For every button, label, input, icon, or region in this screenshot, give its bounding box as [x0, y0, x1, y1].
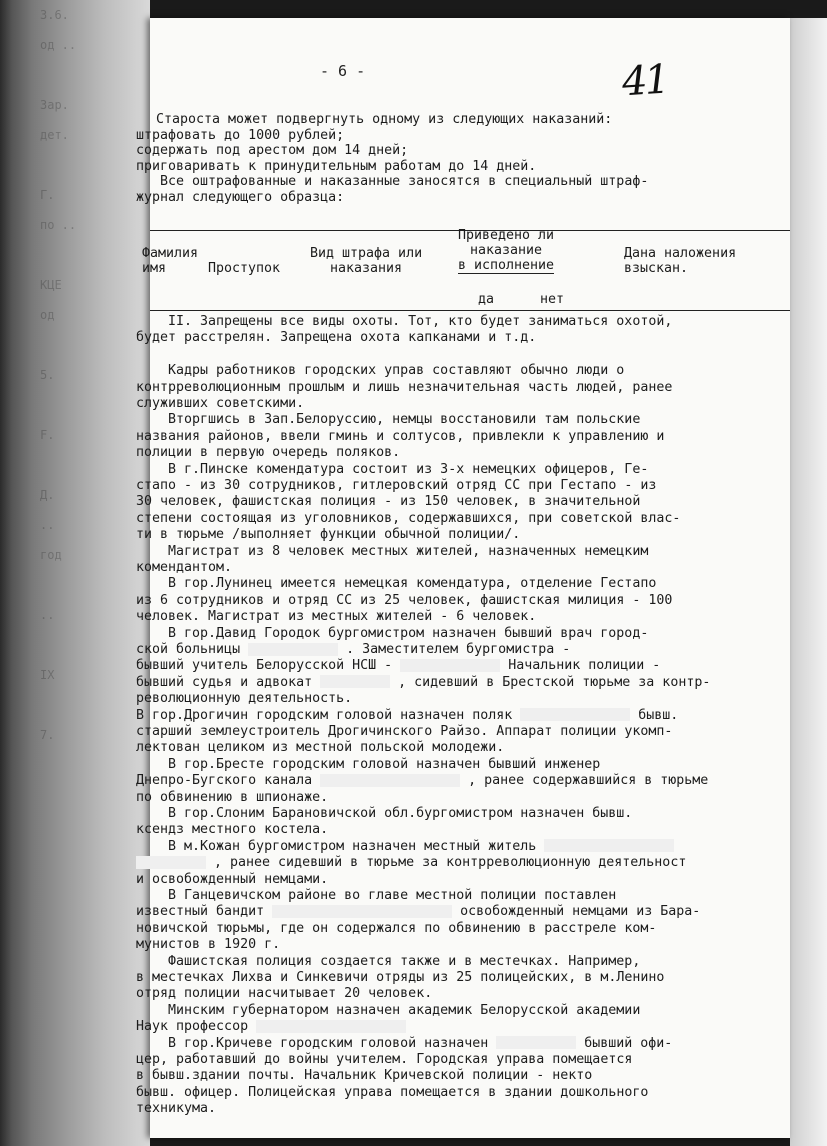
text-line: в местечках Лихва и Синкевичи отряды из 25 полицейских, в м.Ленино [136, 970, 665, 985]
text-line: В м.Кожан бургомистром назначен местный житель [168, 839, 674, 854]
page-right-edge [790, 18, 827, 1146]
document-page [136, 18, 790, 1138]
adjacent-page-bleed-text: 3.6. од .. Зар. дет. Г. по .. КЦЕ од 5. F. Д. .. год .. IX 7. [40, 8, 77, 742]
text-line: журнал следующего образца: [136, 189, 345, 205]
handwritten-page-number: 41 [620, 56, 669, 106]
col-executed-header: Приведено ли наказание в исполнение [458, 228, 555, 273]
col-executed-yes: да [478, 292, 495, 307]
redaction-box [256, 1020, 406, 1033]
text-line: стапо - из 30 сотрудников, гитлеровский отряд СС при Гестапо - из [136, 478, 657, 493]
text-line: Магистрат из 8 человек местных жителей, назначенных немецким [168, 543, 649, 559]
redaction-box [248, 643, 338, 656]
redaction-box [136, 856, 206, 869]
text-line: ксендз местного костела. [136, 822, 329, 838]
redaction-box [496, 1036, 576, 1049]
text-line: и освобожденный немцами. [136, 871, 329, 887]
redaction-box [272, 905, 452, 918]
text-line: человек. Магистрат из местных жителей - 6 человек. [136, 609, 537, 625]
text-line: революционную деятельность. [136, 691, 353, 707]
text-line: В гор.Лунинец имеется немецкая комендатура, отделение Гестапо [168, 576, 657, 592]
col-imposed-header: Дана наложения взыскан. [624, 246, 737, 276]
text-line: , ранее сидевший в тюрьме за контрреволюционную деятельност [136, 855, 686, 870]
text-line: В гор.Кричеве городским головой назначен бывший офи- [168, 1035, 673, 1051]
text-line: приговаривать к принудительным работам до 14 дней. [136, 158, 537, 174]
text-line: бывший судья и адвокат , сидевший в Брестской тюрьме за контр- [136, 674, 711, 690]
col-penalty-header: Вид штрафа или наказания [310, 246, 423, 276]
text-line: отряд полиции насчитывает 20 человек. [136, 986, 433, 1002]
col-executed-no: нет [540, 292, 565, 307]
redaction-box [320, 675, 390, 688]
text-line: Староста может подвергнуть одному из следующих наказаний: [156, 112, 613, 127]
text-line: Наук профессор [136, 1019, 406, 1034]
text-line: II. Запрещены все виды охоты. Тот, кто будет заниматься охотой, [168, 314, 673, 329]
text-line: техникума. [136, 1101, 217, 1117]
text-line: В гор.Давид Городок бургомистром назначен бывший врач город- [168, 625, 649, 641]
text-line: Все оштрафованные и наказанные заносятся в специальный штраф- [160, 174, 649, 189]
text-line: содержать под арестом дом 14 дней; [136, 143, 409, 158]
text-line: комендантом. [136, 560, 233, 575]
table-bottom-rule [150, 310, 790, 311]
text-line: служивших советскими. [136, 396, 305, 411]
text-line: полиции в первую очередь поляков. [136, 445, 401, 461]
col-name-header: Фамилия имя [142, 246, 199, 276]
redaction-box [544, 839, 674, 852]
text-line: будет расстрелян. Запрещена охота капканами и т.д. [136, 330, 537, 346]
text-line: В Ганцевичском районе во главе местной полиции поставлен [168, 888, 617, 903]
text-line: известный бандит освобожденный немцами из Бара- [136, 904, 701, 920]
text-line: штрафовать до 1000 рублей; [136, 127, 345, 143]
redaction-box [320, 774, 460, 787]
text-line: В гор.Слоним Барановичской обл.бургомистром назначен бывш. [168, 806, 633, 821]
text-line: В г.Пинске комендатура состоит из 3-х немецких офицеров, Ге- [168, 461, 649, 477]
text-line: лектован целиком из местной польской молодежи. [136, 740, 505, 756]
text-line: Вторгшись в Зап.Белоруссию, немцы восстановили там польские [168, 412, 641, 428]
text-line: Кадры работников городских управ составляют обычно люди о [168, 363, 625, 379]
text-line: 30 человек, фашистская полиция - из 150 человек, в значительной [136, 494, 641, 510]
text-line: контрреволюционным прошлым и лишь незначительная часть людей, ранее [136, 379, 673, 395]
redaction-box [520, 708, 630, 721]
text-line: ской больницы . Заместителем бургомистра - [136, 642, 571, 657]
text-line: Днепро-Бугского канала , ранее содержавшийся в тюрьме [136, 773, 709, 789]
text-line: ти в тюрьме /выполняет функции обычной полиции/. [136, 527, 521, 543]
text-line: Фашистская полиция создается также и в местечках. Например, [168, 953, 641, 969]
text-line: В гор.Дрогичин городским головой назначен поляк бывш. [136, 707, 679, 723]
col-offense-header: Проступок [208, 261, 281, 276]
text-line: старший землеустроитель Дрогичинского Райзо. Аппарат полиции укомп- [136, 724, 673, 739]
text-line: мунистов в 1920 г. [136, 937, 281, 953]
text-line: названия районов, ввели гминь и солтусов, привлекли к управлению и [136, 428, 665, 444]
text-line: бывший учитель Белорусской НСШ - Начальник полиции - [136, 658, 661, 674]
text-line: бывш. офицер. Полицейская управа помещается в здании дошкольного [136, 1084, 649, 1100]
text-line: В гор.Бресте городским головой назначен бывший инженер [168, 756, 601, 772]
page-number: - 6 - [320, 62, 366, 80]
text-line: Минским губернатором назначен академик Белорусской академии [168, 1002, 641, 1018]
text-line: степени состоящая из уголовников, содержавшихся, при советской влас- [136, 510, 681, 526]
text-line: новичской тюрьмы, где он содержался по обвинению в расстреле ком- [136, 920, 657, 936]
text-line: в бывш.здании почты. Начальник Кричевской полиции - некто [136, 1068, 593, 1084]
text-line: цер, работавший до войны учителем. Городская управа помещается [136, 1052, 633, 1067]
text-line: из 6 сотрудников и отряд СС из 25 человек, фашистская милиция - 100 [136, 592, 673, 608]
text-line: по обвинению в шпионаже. [136, 789, 329, 805]
redaction-box [400, 659, 500, 672]
